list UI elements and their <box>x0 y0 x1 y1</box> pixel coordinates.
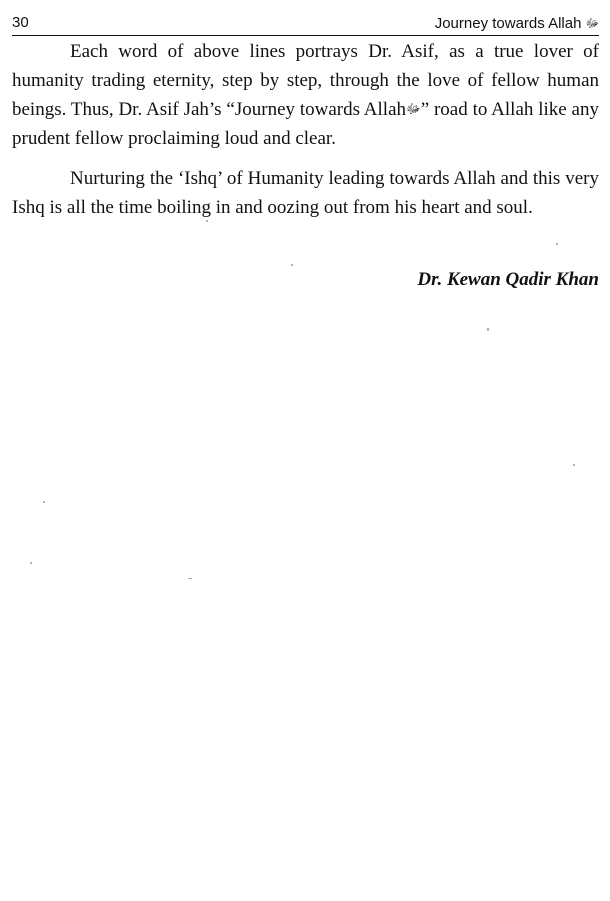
scan-speck <box>291 264 293 266</box>
scan-speck <box>188 578 192 579</box>
scan-speck <box>206 220 208 222</box>
scan-speck <box>556 243 558 245</box>
paragraph-1 <box>12 38 599 153</box>
author-signature: Dr. Kewan Qadir Khan <box>417 269 599 290</box>
body-text <box>12 38 599 222</box>
scan-speck <box>487 328 489 331</box>
paragraph-1-text: Each word of above lines portrays Dr. Asif, as a true lover of humanity trading eternity, step by step, through the love of fellow human beings. Thus, Dr. Asif Jah’s “Journey towards Allah <box>12 41 599 120</box>
scan-speck <box>43 501 45 503</box>
paragraph-2: Nurturing the ‘Ishq’ of Humanity leading towards Allah and this very Ishq is all the time boiling in and oozing out from his heart and soul. <box>12 168 599 218</box>
page-number: 30 <box>12 14 29 31</box>
running-title <box>435 12 599 35</box>
paragraph-1-text-end: ” road to Allah like any prudent fellow proclaiming loud and clear. <box>12 99 599 149</box>
running-header <box>12 12 599 34</box>
honorific-glyph-icon: ﷻ <box>585 16 599 30</box>
scan-speck <box>573 464 575 466</box>
scan-speck <box>30 562 32 564</box>
inline-honorific-glyph-icon: ﷻ <box>406 101 421 116</box>
header-divider <box>12 35 599 36</box>
running-title-text: Journey towards Allah <box>434 15 582 32</box>
